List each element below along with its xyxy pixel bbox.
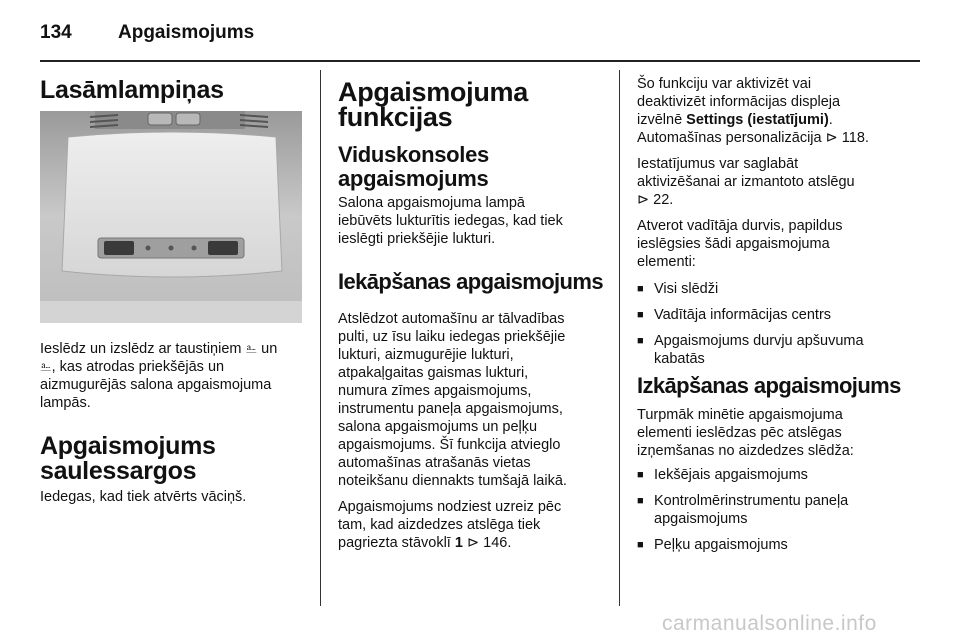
off-line-1: Apgaismojums nodziest uzreiz pēc [338, 499, 562, 515]
functions-heading-line-2: funkcijas [338, 102, 453, 132]
settings-line-2: deaktivizēt informācijas displeja [637, 94, 841, 110]
off-line-3-text: pagriezta stāvoklī [338, 535, 455, 551]
console-line-3: ieslēgti priekšējie lukturi. [338, 231, 496, 247]
off-line-3 [338, 534, 511, 552]
settings-line-3-end: . [828, 112, 833, 128]
entry-line-7: salona apgaismojums un peļķu [338, 419, 538, 435]
para-1-line-4: lampās. [40, 395, 91, 411]
para-1-line-3: aizmugurējās salona apgaismojuma [40, 377, 272, 393]
reading-lamps-heading: Lasāmlampiņas [40, 76, 224, 104]
settings-line-3-text: izvēlnē [637, 112, 687, 128]
entry-line-5: numura zīmes apgaismojums, [338, 383, 532, 399]
settings-line-3 [637, 111, 833, 129]
sunvisor-text: Iedegas, kad tiek atvērts vāciņš. [40, 489, 247, 505]
list-item-line-2: kabatās [654, 351, 705, 367]
entry-lighting-heading: Iekāpšanas apgaismojums [338, 269, 603, 294]
exit-line-1: Turpmāk minētie apgaismojuma [637, 407, 843, 423]
functions-heading-line-1: Apgaismojuma [338, 77, 528, 107]
entry-line-6: instrumentu paneļa apgaismojums, [338, 401, 563, 417]
door-line-1: Atverot vadītāja durvis, papildus [637, 218, 843, 234]
list-item-line-1: Kontrolmērinstrumentu paneļa [654, 493, 849, 509]
save-line-2: aktivizēšanai ar izmantoto atslēgu [637, 174, 855, 190]
console-line-1: Salona apgaismojuma lampā [338, 195, 525, 211]
exit-line-3: izņemšanas no aizdedzes slēdža: [637, 443, 854, 459]
list-item: ■ Peļķu apgaismojums [637, 536, 917, 554]
para-1-line-1: Ieslēdz un izslēdz ar taustiņiem ⎁ un [40, 341, 278, 357]
console-heading-line-2: apgaismojums [338, 166, 489, 191]
list-item: ■ Vadītāja informācijas centrs [637, 306, 917, 324]
column-divider-2 [619, 70, 620, 606]
entry-line-10: noteikšanu diennakts tumšajā laikā. [338, 473, 567, 489]
page-number: 134 [40, 22, 72, 43]
sunvisor-heading-line-1: Apgaismojums [40, 432, 216, 460]
list-item: ■ Visi slēdži [637, 280, 917, 298]
settings-line-4: Automašīnas personalizācija ⊳ 118. [637, 130, 869, 146]
watermark: carmanualsonline.info [662, 612, 877, 635]
ignition-position: 1 [454, 535, 463, 551]
entry-line-9: automašīnas atrašanās vietas [338, 455, 531, 471]
save-line-3: ⊳ 22. [637, 192, 674, 208]
entry-line-3: lukturi, aizmugurējie lukturi, [338, 347, 514, 363]
header-rule [40, 60, 920, 62]
para-1-line-2: ⎁, kas atrodas priekšējās un [40, 359, 225, 375]
entry-line-1: Atslēdzot automašīnu ar tālvadības [338, 311, 565, 327]
door-line-2: ieslēgsies šādi apgaismojuma [637, 236, 830, 252]
page-reference: ⊳ 146. [462, 535, 512, 551]
sunvisor-heading-line-2: saulessargos [40, 457, 197, 485]
settings-line-1: Šo funkciju var aktivizēt vai [637, 76, 812, 92]
reading-lamp-photo [40, 111, 302, 323]
list-item [637, 332, 917, 368]
console-line-2: iebūvēts lukturītis iedegas, kad tiek [338, 213, 563, 229]
save-line-1: Iestatījumus var saglabāt [637, 156, 799, 172]
section-title: Apgaismojums [118, 22, 255, 43]
entry-line-4: atpakaļgaitas gaismas lukturi, [338, 365, 529, 381]
exit-line-2: elementi ieslēdzas pēc atslēgas [637, 425, 842, 441]
column-divider-1 [320, 70, 321, 606]
list-item: ■ Iekšējais apgaismojums [637, 466, 917, 484]
entry-line-8: apgaismojums. Šī funkcija atvieglo [338, 437, 561, 453]
list-item-line-1: Apgaismojums durvju apšuvuma [654, 333, 864, 349]
settings-menu-name: Settings (iestatījumi) [686, 112, 829, 128]
console-heading-line-1: Viduskonsoles [338, 142, 489, 167]
list-item-line-2: apgaismojums [654, 511, 748, 527]
list-item [637, 492, 917, 528]
entry-elements-list [637, 280, 917, 368]
door-line-3: elementi: [637, 254, 696, 270]
exit-elements-list [637, 466, 917, 554]
exit-lighting-heading: Izkāpšanas apgaismojums [637, 373, 901, 398]
entry-line-2: pulti, uz īsu laiku iedegas priekšējie [338, 329, 566, 345]
off-line-2: tam, kad aizdedzes atslēga tiek [338, 517, 541, 533]
